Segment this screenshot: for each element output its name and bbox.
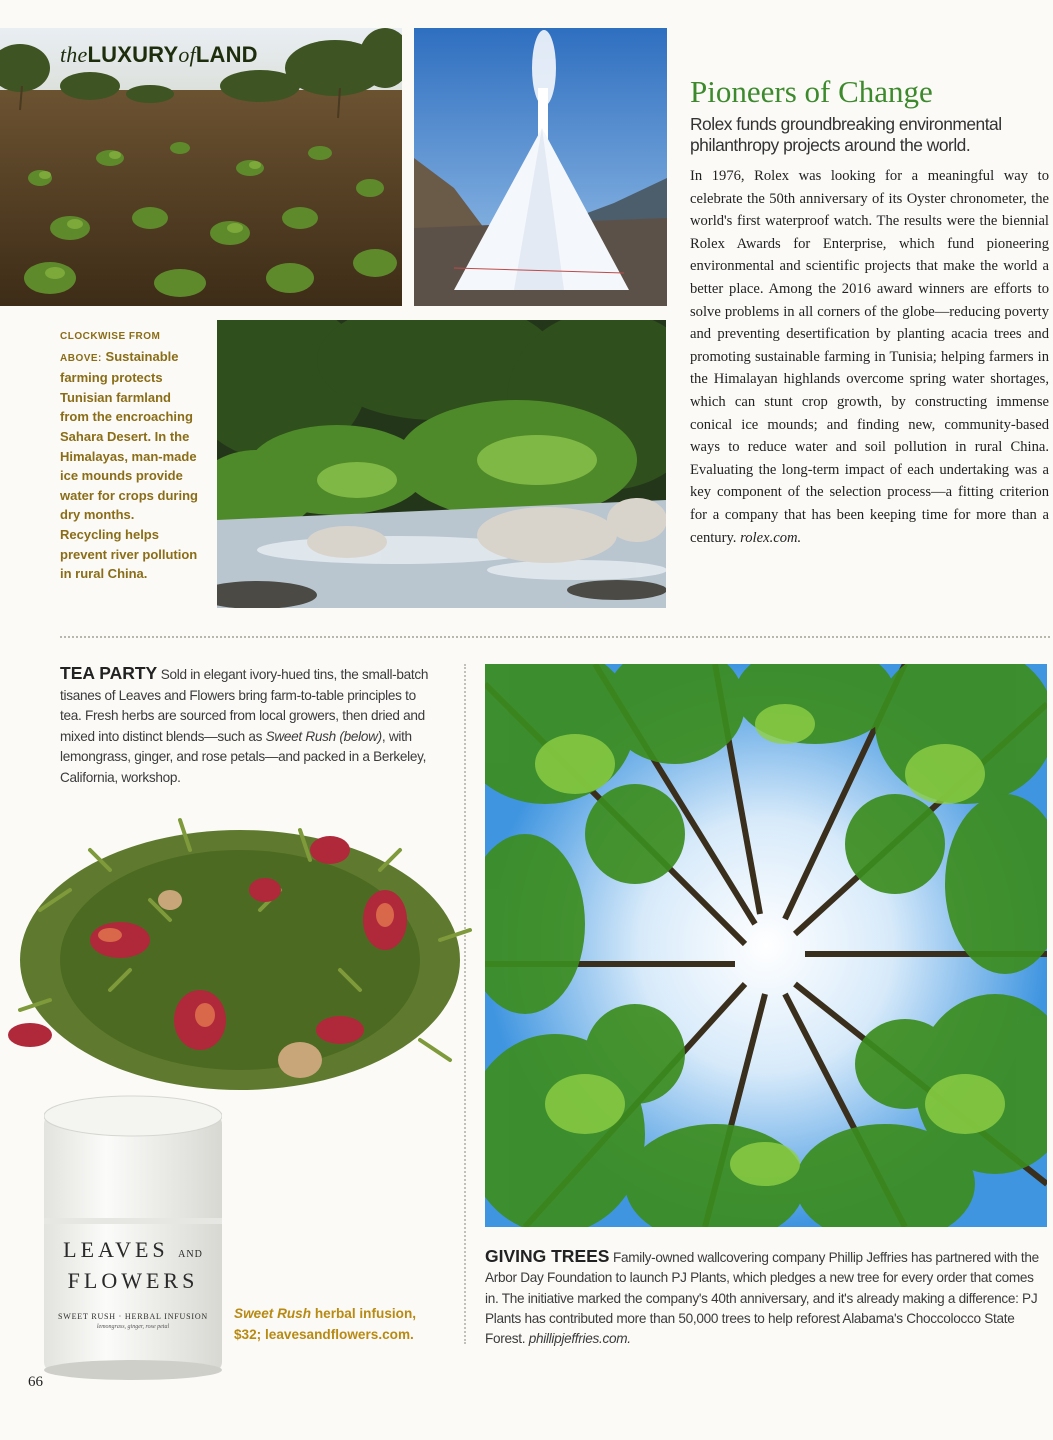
article-headline: Pioneers of Change: [690, 74, 933, 109]
section-label: theLUXURYofLAND: [60, 42, 258, 67]
section-divider: [60, 636, 1050, 638]
tin-brand-line2: FLOWERS: [67, 1268, 199, 1293]
tea-tin: LEAVES AND FLOWERS SWEET RUSH · HERBAL INFUSION lemongrass, ginger, rose petal: [44, 1092, 222, 1380]
giving-trees-kicker: GIVING TREES: [485, 1246, 610, 1266]
river-photo: [217, 320, 666, 608]
rolex-link[interactable]: rolex.com.: [740, 529, 802, 546]
tin-brand-line1: LEAVES: [63, 1237, 169, 1262]
ice-mound-photo: [414, 28, 667, 306]
article-body: In 1976, Rolex was looking for a meaningful way to celebrate the 50th anniversary of its Oyster chronometer, the world's first waterproof watch. The results were the biennial Rolex Awards for Enterprise, which fund pioneering environmental and scientific projects that make the world a better place. Among the 2016 award winners are efforts to solve problems in all corners of the globe—reducing poverty and preventing desertification by planting acacia trees and promoting sustainable farming in Tunisia; helping farmers in the Himalayan highlands overcome spring water shortages, which can stunt crop growth, by constructing immense conical ice mounds; and finding new, community-based ways to reduce water and soil pollution in rural China. Evaluating the long-term impact of each undertaking was a key component of the selection process—a fitting criterion for a company that has been keeping time for more than a century. rolex.com.: [690, 168, 1049, 546]
tin-subtitle: SWEET RUSH · HERBAL INFUSION: [58, 1312, 208, 1321]
tea-party-kicker: TEA PARTY: [60, 663, 158, 683]
product-caption: Sweet Rush herbal infusion, $32; leavesandflowers.com.: [234, 1306, 417, 1342]
forest-canopy-photo: [485, 664, 1047, 1227]
herbal-tea-photo: [0, 790, 480, 1090]
farmland-photo: [0, 28, 402, 306]
tea-party-blurb: TEA PARTY Sold in elegant ivory-hued tins, the small-batch tisanes of Leaves and Flowers bring farm-to-table principles to tea. Fresh herbs are sourced from local growers, then dried and mixed into distinct blends—such as Sweet Rush (below), with lemongrass, ginger, and rose petals—and packed in a Berkeley, California, workshop.: [60, 663, 429, 785]
giving-trees-blurb: GIVING TREES Family-owned wallcovering company Phillip Jeffries has partnered with the Arbor Day Foundation to launch PJ Plants, which pledges a new tree for every order that comes in. The initiative marked the company's 40th anniversary, and it's already making a difference: PJ Plants has contributed more than 50,000 trees to help reforest Alabama's Choccolocco State Forest. phillipjeffries.com.: [485, 1246, 1039, 1347]
phillipjeffries-link[interactable]: phillipjeffries.com.: [528, 1331, 631, 1347]
article-deck: Rolex funds groundbreaking environmental philanthropy projects around the world.: [690, 114, 1002, 155]
page-number: 66: [28, 1374, 43, 1390]
tin-ingredients: lemongrass, ginger, rose petal: [96, 1324, 170, 1330]
photo-caption: CLOCKWISE FROM ABOVE: Sustainable farming protects Tunisian farmland from the encroaching Sahara Desert. In the Himalayas, man-made ice mounds provide water for crops during dry months. Recycling helps prevent river pollution in rural China.: [60, 331, 198, 582]
